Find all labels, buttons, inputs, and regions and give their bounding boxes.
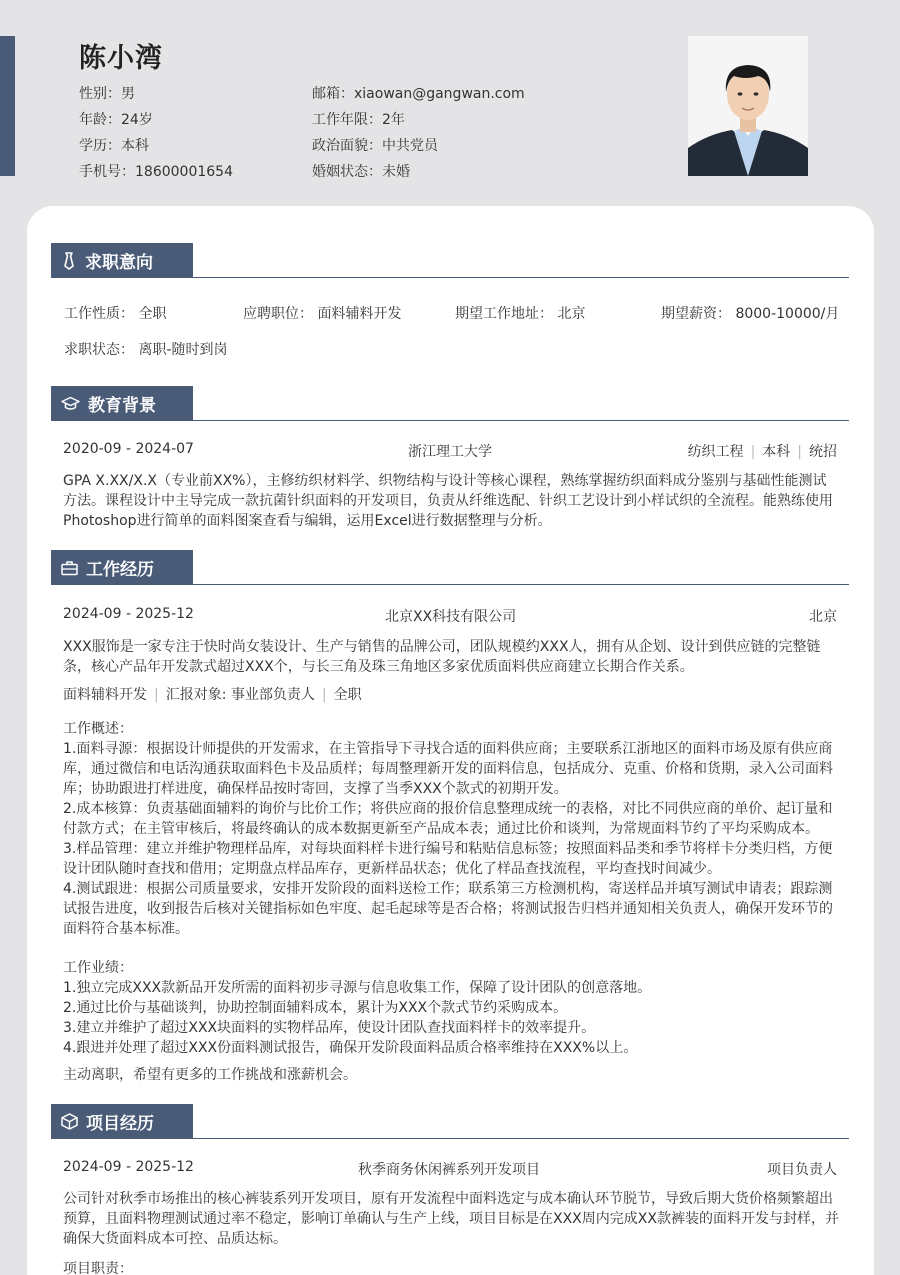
overview-title: 工作概述： (63, 721, 133, 737)
tie-icon (61, 252, 77, 270)
work-overview (63, 719, 839, 939)
education-description: GPA X.XX/X.X（专业前XX%），主修纺织材料学、织物结构与设计等核心课程，熟练掌握纺织面料成分鉴别与基础性能测试方法。课程设计中主导完成一款抗菌针织面料的开发项目，负责从纤维选配、针织工艺设计到小样试织的全流程。能熟练使用Photoshop进行简单的面料图案查看与编辑，运用Excel进行数据整理与分析。 (63, 473, 833, 529)
work-city: 北京 (809, 609, 837, 625)
section-project (51, 1104, 849, 1139)
project-duty-title: 项目职责： (63, 1261, 133, 1275)
project-description: 公司针对秋季市场推出的核心裤装系列开发项目，原有开发流程中面料选定与成本确认环节脱节，导致后期大货价格频繁超出预算，且面料物理测试通过率不稳定，影响订单确认与生产上线，项目目标是在XXX周内完成XX款裤装的面料开发与封样，并确保大货面料成本可控、品质达标。 (63, 1191, 839, 1247)
phone: 手机号：18600001654 (79, 164, 233, 180)
intent-location: 期望工作地址： 北京 (455, 306, 586, 322)
overview-item: 1.面料寻源：根据设计师提供的开发需求，在主管指导下寻找合适的面料供应商；主要联系江浙地区的面料市场及原有供应商库，通过微信和电话沟通获取面料色卡及品质样；每周整理新开发的面料信息，包括成分、克重、价格和货期，录入公司面料库；协助跟进打样进度，确保样品按时寄回，支撑了当季XXX个款式的初期开发。 (63, 741, 833, 797)
section-tab (51, 550, 193, 585)
achievement-item: 3.建立并维护了超过XXX块面料的实物样品库，使设计团队查找面料样卡的效率提升。 (63, 1020, 596, 1036)
marital-status: 婚姻状态：未婚 (312, 164, 410, 180)
intent-nature: 工作性质： 全职 (64, 306, 167, 322)
section-work (51, 550, 849, 585)
work-years: 工作年限：2年 (312, 112, 405, 128)
work-company: 北京XX科技有限公司 (385, 609, 517, 625)
section-intent (51, 243, 849, 278)
intent-position: 应聘职位： 面料辅料开发 (243, 306, 402, 322)
briefcase-icon (61, 560, 78, 576)
profile-photo (688, 36, 808, 176)
gender: 性别：男 (79, 86, 135, 102)
section-tab (51, 386, 193, 421)
work-meta: 面料辅料开发 | 汇报对象: 事业部负责人 | 全职 (63, 687, 362, 703)
leave-reason: 主动离职，希望有更多的工作挑战和涨薪机会。 (63, 1067, 357, 1083)
age: 年龄：24岁 (79, 112, 153, 128)
work-role: 面料辅料开发 (63, 687, 147, 703)
overview-item: 4.测试跟进：根据公司质量要求，安排开发阶段的面料送检工作；联系第三方检测机构，寄送样品并填写测试申请表；跟踪测试报告进度，收到报告后核对关键指标如色牢度、起毛起球等是否合格；将测试报告归档并通知相关负责人，确保开发环节的面料符合基本标准。 (63, 881, 833, 937)
education-type: 统招 (809, 444, 837, 460)
overview-item: 3.样品管理：建立并维护物理样品库，对每块面料样卡进行编号和粘贴信息标签；按照面料品类和季节将样卡分类归档，方便设计团队随时查找和借用；定期盘点样品库存，更新样品状态；优化了样品查找流程，平均查找时间减少。 (63, 841, 833, 877)
intent-salary: 期望薪资： 8000-10000/月 (661, 306, 840, 322)
work-achievements (63, 958, 839, 1058)
section-tab (51, 243, 193, 278)
work-report: 汇报对象: 事业部负责人 (165, 687, 315, 703)
section-title: 项目经历 (86, 1114, 154, 1134)
project-role: 项目负责人 (767, 1162, 837, 1178)
work-type: 全职 (333, 687, 362, 703)
work-period: 2024-09 - 2025-12 (63, 606, 194, 622)
overview-item: 2.成本核算：负责基础面辅料的询价与比价工作；将供应商的报价信息整理成统一的表格，对比不同供应商的单价、起订量和付款方式；在主管审核后，将最终确认的成本数据更新至产品成本表；通过比价和谈判，为常规面料节约了平均采购成本。 (63, 801, 833, 837)
section-title: 教育背景 (88, 396, 156, 416)
education-major: 纺织工程 (687, 444, 744, 460)
achievement-item: 1.独立完成XXX款新品开发所需的面料初步寻源与信息收集工作，保障了设计团队的创意落地。 (63, 980, 652, 996)
achievement-item: 2.通过比价与基础谈判，协助控制面辅料成本，累计为XXX个款式节约采购成本。 (63, 1000, 568, 1016)
political-status: 政治面貌：中共党员 (312, 138, 438, 154)
section-title: 求职意向 (85, 253, 153, 273)
education-period: 2020-09 - 2024-07 (63, 441, 194, 457)
section-title: 工作经历 (86, 560, 154, 580)
education-school: 浙江理工大学 (408, 444, 492, 460)
project-name: 秋季商务休闲裤系列开发项目 (358, 1162, 540, 1178)
header-accent-bar (0, 36, 15, 176)
section-tab (51, 1104, 193, 1139)
email: 邮箱：xiaowan@gangwan.com (312, 86, 525, 102)
achievements-title: 工作业绩： (63, 960, 133, 976)
achievement-item: 4.跟进并处理了超过XXX份面料测试报告，确保开发阶段面料品质合格率维持在XXX%以上。 (63, 1040, 638, 1056)
education-level: 学历：本科 (79, 138, 149, 154)
cube-icon (61, 1113, 78, 1130)
intent-status: 求职状态： 离职-随时到岗 (64, 342, 228, 358)
company-description: XXX服饰是一家专注于快时尚女装设计、生产与销售的品牌公司，团队规模约XXX人，拥有从企划、设计到供应链的完整链条，核心产品年开发款式超过XXX个，与长三角及珠三角地区多家优质面料供应商建立长期合作关系。 (63, 639, 821, 675)
section-education (51, 386, 849, 421)
project-period: 2024-09 - 2025-12 (63, 1159, 194, 1175)
education-meta: 纺织工程 | 本科 | 统招 (687, 444, 837, 460)
graduation-cap-icon (61, 396, 80, 412)
candidate-name: 陈小湾 (79, 43, 163, 74)
education-degree: 本科 (762, 444, 791, 460)
